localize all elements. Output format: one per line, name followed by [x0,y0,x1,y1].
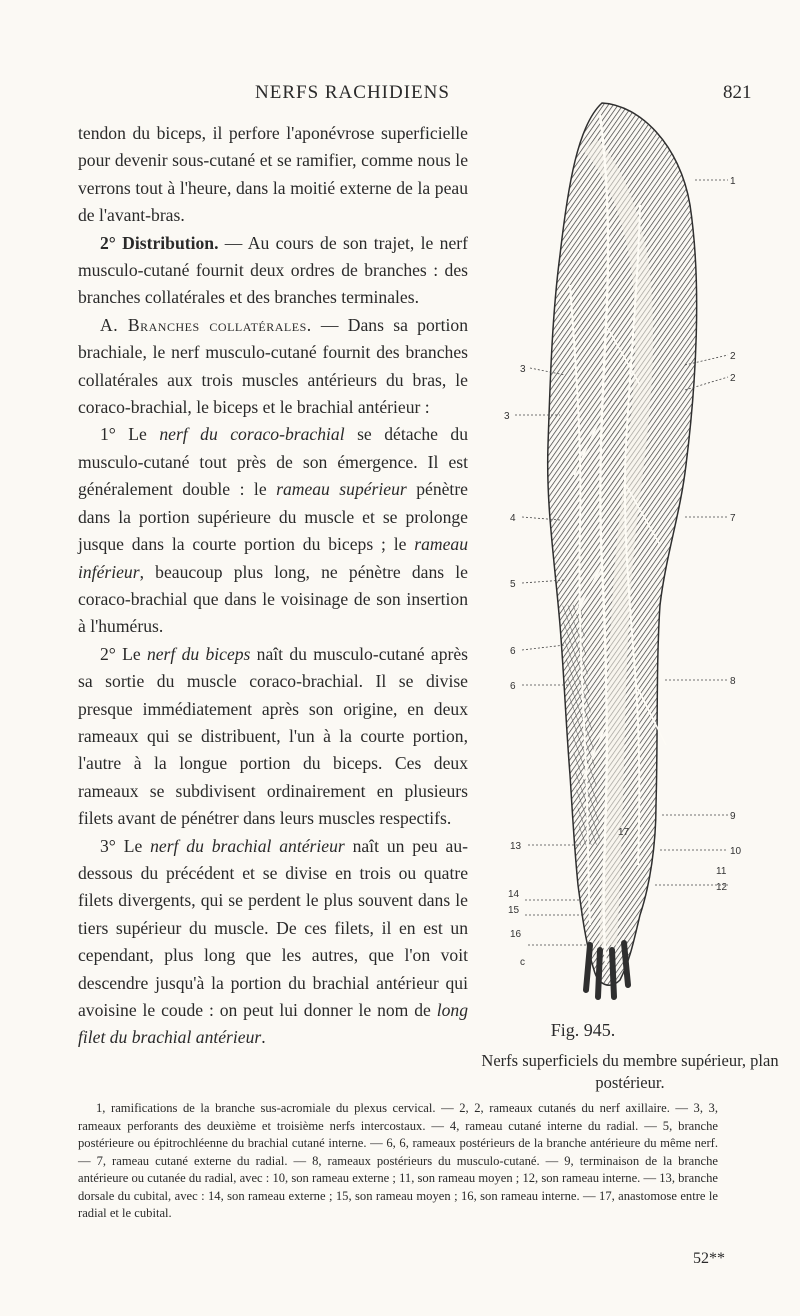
term-nerf-brachial-anterieur: nerf du brachial antérieur [150,835,345,856]
figure-number: 5 [510,579,516,590]
figure-number: 3 [504,411,510,422]
paragraph-biceps [78,641,468,833]
figure-number: 13 [510,841,522,852]
figure-legend: 1, ramifications de la branche sus-acromiale du plexus cervical. — 2, 2, rameaux cutanés du nerf axillaire. — 3, 3, rameaux perforants des deuxième et troisième nerfs intercostaux. — 4, rameau cutané interne du radial. — 5, branche postérieure ou épitrochléenne du brachial cutané interne. — 6, 6, rameaux postérieurs de la branche antérieure du même nerf. — 7, rameau cutané externe du radial. — 8, rameaux postérieurs du musculo-cutané. — 9, terminaison de la branche antérieure ou cutanée du radial, avec : 10, son rameau externe ; 11, son rameau moyen ; 12, son rameau interne. — 13, branche dorsale du cubital, avec : 14, son rameau externe ; 15, son rameau moyen ; 16, son rameau interne. — 17, anastomose entre le radial et le cubital. [78,1101,718,1220]
figure-number: 9 [730,811,736,822]
figure-number: 17 [618,827,630,838]
figure-number: 6 [510,646,516,657]
text-run: 2° Le [100,643,147,664]
paragraph-branches-text: — Dans sa portion brachiale, le nerf musculo-cutané fournit des branches collatérales aux trois muscles antérieurs du bras, le coraco-brachial, le biceps et le brachial antérieur : [78,314,468,418]
term-rameau-inferieur: rameau inférieur [78,534,468,582]
figure-number: 12 [716,882,728,893]
term-rameau-superieur: rameau supérieur [276,479,407,500]
figure-number: 16 [510,929,522,940]
figure-number: 15 [508,905,520,916]
figure-caption: Nerfs superficiels du membre supérieur, plan postérieur. [481,1051,779,1092]
text-run: pénètre dans la portion supérieure du muscle et se prolonge jusque dans la courte portion du biceps ; le [78,479,468,555]
figure-number: 10 [730,846,742,857]
paragraph-brachial-anterieur [78,833,468,1052]
paragraph-1: tendon du biceps, il perfore l'aponévrose superficielle pour devenir sous-cutané et se ramifier, comme nous le verrons tout à l'heure, dans la moitié externe de la peau de l'avant-bras. [78,123,468,226]
header-title: NERFS RACHIDIENS [255,82,450,103]
figure-number: 1 [730,176,736,187]
figure-number: 4 [510,513,516,524]
arm-illustration [490,85,740,1015]
text-run: . [261,1027,266,1048]
term-nerf-coraco-brachial: nerf du coraco-brachial [159,424,345,445]
section-heading-distribution: 2° Distribution. [100,232,219,253]
figure-label: Fig. 945. [550,1020,616,1040]
figure-number: 2 [730,351,736,362]
text-run: naît un peu au-dessous du précédent et se divise en trois ou quatre filets divergents, qui se perdent le plus souvent dans le tiers supérieur du muscle. De ces filets, il en est un cependant, plus long que les autres, que l'on voit descendre jusqu'à la portion du brachial antérieur qui avoisine le coude : on peut lui donner le nom de [78,835,468,1020]
anatomical-figure [490,85,740,1015]
text-run: , beaucoup plus long, ne pénètre dans le coraco-brachial que dans le voisinage de son insertion à l'humérus. [78,561,468,637]
figure-number: c [520,957,525,968]
figure-number: 3 [520,364,526,375]
text-run: 1° Le [100,424,160,445]
figure-number: 2 [730,373,736,384]
signature-mark: 52** [693,1250,725,1267]
figure-number: 6 [510,681,516,692]
text-run: se détache du musculo-cutané tout près de son émergence. Il est généralement double : le [78,424,468,500]
text-run: naît du musculo-cutané après sa sortie du muscle coraco-brachial. Il se divise presque immédiatement après son origine, en deux rameaux qui se distribuent, l'un à la courte portion, l'autre à la longue portion du biceps. Ces deux rameaux se subdivisent ordinairement en plusieurs filets avant de pénétrer dans leurs muscles respectifs. [78,643,469,829]
figure-number: 11 [716,866,727,877]
paragraph-distribution-text: — Au cours de son trajet, le nerf musculo-cutané fournit deux ordres de branches : des branches collatérales et des branches terminales. [78,232,468,308]
figure-number: 14 [508,889,520,900]
paragraph-coraco-brachial [78,421,468,640]
section-heading-branches: A. Branches collatérales. [100,314,312,335]
figure-number: 8 [730,676,736,687]
paragraph-branches-collaterales [78,312,468,422]
term-long-filet: long filet du brachial antérieur [78,1000,468,1048]
page-number: 821 [723,82,752,103]
term-nerf-biceps: nerf du biceps [146,643,251,664]
figure-number: 7 [730,513,736,524]
text-run: 3° Le [100,835,151,856]
paragraph-distribution [78,230,468,312]
body-text [78,120,468,1052]
